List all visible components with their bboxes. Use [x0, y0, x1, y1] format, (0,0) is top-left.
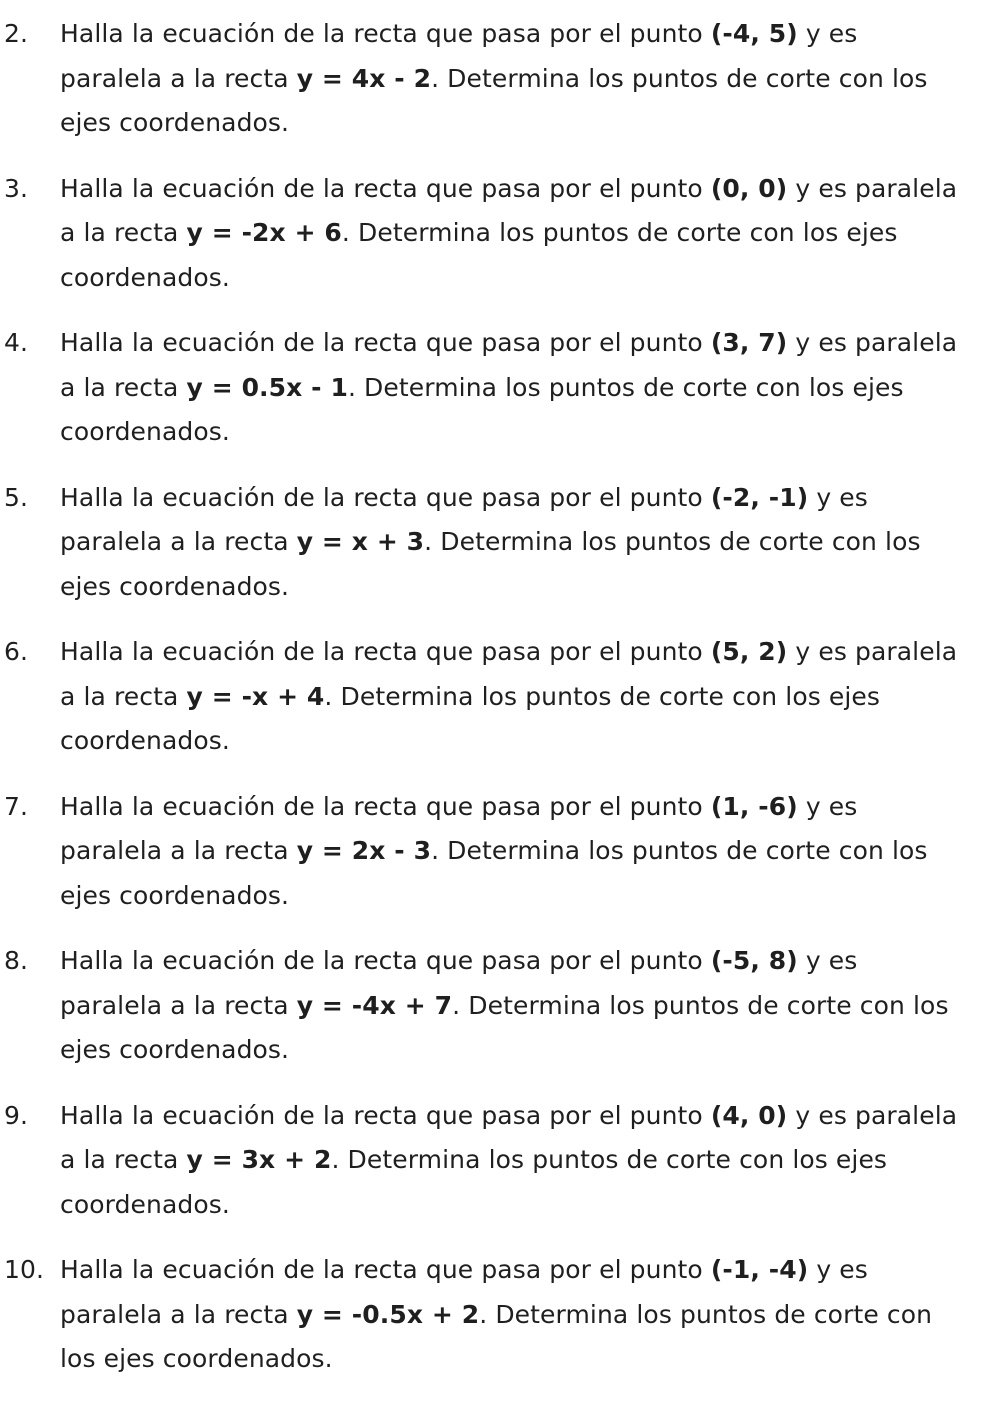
exercise-number: 9.	[4, 1100, 29, 1130]
exercise-outro: . Determina los puntos de corte con los ejes coordenados.	[60, 218, 898, 292]
exercise-number: 3.	[4, 173, 29, 203]
exercise-equation: y = x + 3	[296, 527, 425, 556]
exercise-list	[0, 12, 997, 1382]
exercise-equation: y = 0.5x - 1	[186, 372, 348, 402]
exercise-mid: y es paralela a la recta	[60, 482, 868, 556]
exercise-mid: y es paralela a la recta	[60, 328, 958, 402]
exercise-equation: y = -x + 4	[186, 681, 325, 711]
exercise-outro: . Determina los puntos de corte con los ejes coordenados.	[60, 63, 928, 137]
exercise-equation: y = 2x - 3	[296, 836, 432, 865]
exercise-point: (4, 0)	[710, 1100, 788, 1130]
exercise-item	[0, 939, 997, 1073]
exercise-item	[0, 167, 997, 301]
exercise-item	[0, 785, 997, 919]
exercise-outro: . Determina los puntos de corte con los ejes coordenados.	[60, 681, 881, 755]
exercise-outro: . Determina los puntos de corte con los ejes coordenados.	[60, 527, 921, 601]
exercise-number: 4.	[4, 328, 29, 357]
exercise-point: (3, 7)	[710, 328, 788, 357]
exercise-point: (-5, 8)	[710, 946, 798, 975]
exercise-intro: Halla la ecuación de la recta que pasa por el punto	[60, 1255, 711, 1284]
exercise-intro: Halla la ecuación de la recta que pasa por el punto	[60, 637, 711, 666]
exercise-intro: Halla la ecuación de la recta que pasa por el punto	[60, 173, 711, 203]
exercise-item	[0, 12, 997, 146]
exercise-mid: y es paralela a la recta	[60, 1100, 958, 1174]
exercise-equation: y = -4x + 7	[296, 990, 453, 1020]
exercise-point: (0, 0)	[710, 173, 788, 203]
exercise-number: 10.	[4, 1255, 45, 1284]
exercise-point: (1, -6)	[710, 791, 798, 821]
exercise-number: 6.	[4, 637, 29, 666]
exercise-mid: y es paralela a la recta	[60, 173, 958, 247]
exercise-number: 2.	[4, 19, 29, 48]
exercise-item	[0, 630, 997, 764]
exercise-outro: . Determina los puntos de corte con los ejes coordenados.	[60, 1299, 933, 1373]
exercise-mid: y es paralela a la recta	[60, 1255, 868, 1329]
exercise-mid: y es paralela a la recta	[60, 791, 858, 865]
exercise-point: (-1, -4)	[710, 1255, 809, 1284]
exercise-number: 7.	[4, 791, 29, 821]
exercise-item	[0, 476, 997, 610]
exercise-equation: y = -0.5x + 2	[296, 1299, 480, 1329]
exercise-outro: . Determina los puntos de corte con los ejes coordenados.	[60, 1145, 888, 1219]
exercise-equation: y = 3x + 2	[186, 1145, 332, 1174]
exercise-item	[0, 1094, 997, 1228]
exercise-point: (-2, -1)	[710, 482, 809, 512]
exercise-number: 8.	[4, 946, 29, 975]
exercise-intro: Halla la ecuación de la recta que pasa por el punto	[60, 482, 711, 512]
exercise-outro: . Determina los puntos de corte con los ejes coordenados.	[60, 990, 949, 1064]
exercise-point: (-4, 5)	[710, 19, 798, 48]
exercise-number: 5.	[4, 482, 29, 512]
exercise-equation: y = -2x + 6	[186, 218, 342, 247]
exercise-item	[0, 321, 997, 455]
exercise-intro: Halla la ecuación de la recta que pasa por el punto	[60, 1100, 711, 1130]
exercise-item	[0, 1248, 997, 1382]
exercise-intro: Halla la ecuación de la recta que pasa por el punto	[60, 791, 711, 821]
exercise-equation: y = 4x - 2	[296, 63, 432, 93]
exercise-mid: y es paralela a la recta	[60, 946, 858, 1020]
exercise-outro: . Determina los puntos de corte con los ejes coordenados.	[60, 836, 928, 910]
exercise-outro: . Determina los puntos de corte con los ejes coordenados.	[60, 372, 904, 446]
exercise-intro: Halla la ecuación de la recta que pasa por el punto	[60, 946, 711, 975]
exercise-point: (5, 2)	[710, 637, 788, 666]
exercise-intro: Halla la ecuación de la recta que pasa por el punto	[60, 328, 711, 357]
exercise-intro: Halla la ecuación de la recta que pasa por el punto	[60, 19, 711, 48]
exercise-mid: y es paralela a la recta	[60, 19, 858, 93]
exercise-mid: y es paralela a la recta	[60, 637, 958, 711]
